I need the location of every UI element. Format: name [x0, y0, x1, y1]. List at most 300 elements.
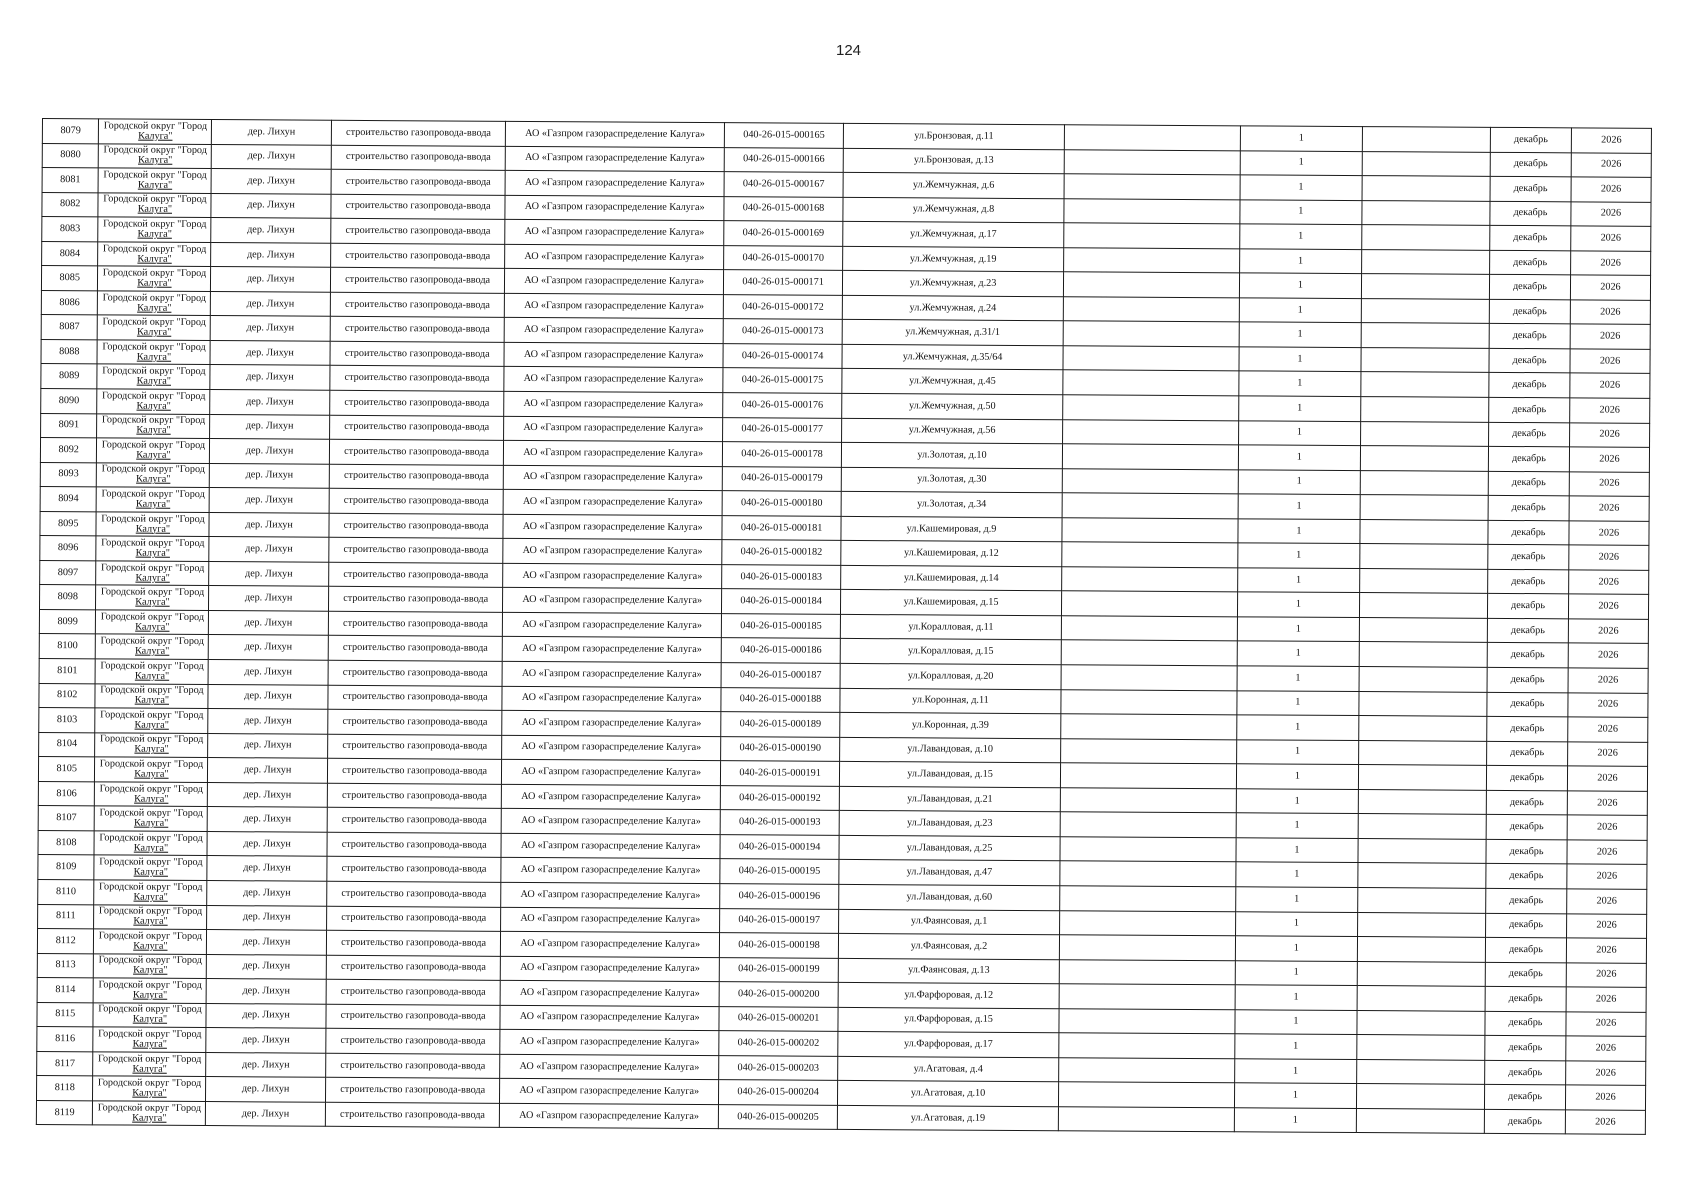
object-code-cell: 040-26-015-000191 [720, 761, 839, 786]
organization-cell: АО «Газпром газораспределение Калуга» [504, 342, 723, 368]
row-number-cell: 8119 [36, 1100, 93, 1125]
municipality-line-2: Калуга" [135, 547, 170, 559]
organization-cell: АО «Газпром газораспределение Калуга» [504, 391, 723, 417]
quantity-cell: 1 [1239, 298, 1362, 323]
row-number-cell: 8105 [38, 757, 95, 782]
empty-cell-cell [1357, 986, 1485, 1011]
organization-cell: АО «Газпром газораспределение Калуга» [506, 146, 725, 172]
organization-cell: АО «Газпром газораспределение Калуга» [501, 858, 720, 884]
empty-cell-cell [1064, 149, 1240, 175]
object-code-cell: 040-26-015-000205 [718, 1105, 837, 1130]
object-code-cell: 040-26-015-000179 [722, 466, 841, 491]
organization-cell: АО «Газпром газораспределение Калуга» [504, 416, 723, 442]
organization-cell: АО «Газпром газораспределение Калуга» [500, 1079, 719, 1105]
empty-cell-cell [1362, 200, 1490, 225]
locality-cell: дер. Лихун [207, 880, 326, 905]
locality-cell: дер. Лихун [209, 512, 328, 537]
empty-cell-cell [1062, 517, 1238, 543]
municipality-cell [99, 119, 212, 144]
quantity-cell: 1 [1237, 617, 1360, 642]
quantity-cell: 1 [1238, 420, 1361, 445]
object-code-cell: 040-26-015-000187 [721, 663, 840, 688]
year-cell: 2026 [1569, 447, 1649, 472]
row-number-cell: 8079 [42, 119, 99, 144]
quantity-cell: 1 [1235, 911, 1358, 936]
object-code-cell: 040-26-015-000182 [722, 540, 841, 565]
address-cell: ул.Лавандовая, д.10 [840, 737, 1061, 763]
empty-cell-cell [1064, 223, 1240, 249]
month-cell: декабрь [1485, 937, 1566, 962]
locality-cell: дер. Лихун [209, 561, 328, 586]
empty-cell-cell [1362, 274, 1490, 299]
work-type-cell: строительство газопровода-ввода [329, 439, 504, 465]
empty-cell-cell [1360, 568, 1488, 593]
year-cell: 2026 [1567, 864, 1647, 889]
empty-cell-cell [1362, 225, 1490, 250]
row-number-cell: 8087 [41, 315, 98, 340]
work-type-cell: строительство газопровода-ввода [327, 808, 502, 834]
month-cell: декабрь [1489, 275, 1570, 300]
municipality-line-2: Калуга" [137, 228, 172, 240]
empty-cell-cell [1061, 714, 1237, 740]
municipality-line-2: Калуга" [138, 130, 173, 142]
work-type-cell: строительство газопровода-ввода [329, 488, 504, 514]
empty-cell-cell [1059, 886, 1235, 912]
month-cell: декабрь [1489, 324, 1570, 349]
empty-cell-cell [1061, 689, 1237, 715]
work-type-cell: строительство газопровода-ввода [328, 611, 503, 637]
empty-cell-cell [1358, 838, 1486, 863]
organization-cell: АО «Газпром газораспределение Калуга» [503, 563, 722, 589]
organization-cell: АО «Газпром газораспределение Калуга» [502, 686, 721, 712]
locality-cell: дер. Лихун [206, 1052, 325, 1077]
work-type-cell: строительство газопровода-ввода [326, 881, 501, 907]
municipality-cell [95, 806, 208, 831]
address-cell: ул.Фарфоровая, д.17 [838, 1032, 1059, 1058]
object-code-cell: 040-26-015-000188 [721, 687, 840, 712]
empty-cell-cell [1357, 1010, 1485, 1035]
municipality-line-2: Калуга" [137, 277, 172, 289]
empty-cell-cell [1359, 667, 1487, 692]
municipality-line-2: Калуга" [132, 1014, 168, 1026]
municipality-line-2: Калуга" [135, 596, 170, 608]
locality-cell: дер. Лихун [207, 856, 326, 881]
empty-cell-cell [1358, 814, 1486, 839]
work-type-cell: строительство газопровода-ввода [328, 562, 503, 588]
year-cell: 2026 [1567, 913, 1647, 938]
municipality-cell [96, 512, 209, 537]
object-code-cell: 040-26-015-000170 [724, 245, 843, 270]
year-cell: 2026 [1568, 619, 1648, 644]
object-code-cell: 040-26-015-000180 [722, 491, 841, 516]
municipality-cell [93, 1101, 206, 1126]
work-type-cell: строительство газопровода-ввода [331, 120, 506, 146]
month-cell: декабрь [1484, 1109, 1565, 1134]
year-cell: 2026 [1567, 889, 1647, 914]
work-type-cell: строительство газопровода-ввода [329, 464, 504, 490]
quantity-cell: 1 [1239, 249, 1362, 274]
month-cell: декабрь [1485, 962, 1566, 987]
month-cell: декабрь [1486, 815, 1567, 840]
empty-cell-cell [1361, 347, 1489, 372]
year-cell: 2026 [1570, 422, 1650, 447]
month-cell: декабрь [1490, 152, 1571, 177]
empty-cell-cell [1064, 198, 1240, 224]
organization-cell: АО «Газпром газораспределение Калуга» [501, 907, 720, 933]
municipality-cell [93, 1052, 206, 1077]
municipality-line-1: Городской округ "Город [103, 144, 207, 157]
municipality-line-1: Городской округ "Город [102, 267, 207, 280]
object-code-cell: 040-26-015-000185 [721, 614, 840, 639]
year-cell: 2026 [1570, 324, 1650, 349]
locality-cell: дер. Лихун [207, 905, 326, 930]
quantity-cell: 1 [1239, 273, 1362, 298]
municipality-line-1: Городской округ "Город [99, 782, 204, 795]
month-cell: декабрь [1488, 471, 1569, 496]
year-cell: 2026 [1568, 717, 1648, 742]
quantity-cell: 1 [1235, 960, 1358, 985]
empty-cell-cell [1061, 665, 1237, 691]
municipality-line-2: Калуга" [134, 768, 169, 780]
address-cell: ул.Лавандовая, д.21 [840, 786, 1061, 812]
quantity-cell: 1 [1238, 445, 1361, 470]
empty-cell-cell [1063, 247, 1239, 273]
empty-cell-cell [1358, 912, 1486, 937]
quantity-cell: 1 [1237, 543, 1360, 568]
locality-cell: дер. Лихун [208, 660, 327, 685]
organization-cell: АО «Газпром газораспределение Калуга» [505, 293, 724, 319]
municipality-line-2: Калуга" [132, 1087, 167, 1099]
object-code-cell: 040-26-015-000194 [720, 835, 839, 860]
municipality-line-2: Калуга" [133, 964, 168, 977]
work-type-cell: строительство газопровода-ввода [329, 415, 504, 441]
municipality-cell [97, 487, 210, 512]
municipality-line-1: Городской округ "Город [100, 709, 204, 721]
month-cell: декабрь [1485, 1060, 1566, 1085]
municipality-line-1: Городской округ "Город [99, 733, 204, 746]
empty-cell-cell [1059, 1033, 1235, 1059]
quantity-cell: 1 [1240, 150, 1363, 175]
object-code-cell: 040-26-015-000178 [722, 442, 841, 467]
organization-cell: АО «Газпром газораспределение Калуга» [505, 318, 724, 344]
work-type-cell: строительство газопровода-ввода [327, 758, 502, 784]
empty-cell-cell [1063, 346, 1239, 372]
row-number-cell: 8113 [37, 953, 94, 978]
municipality-cell [94, 929, 207, 954]
work-type-cell: строительство газопровода-ввода [329, 390, 504, 416]
quantity-cell: 1 [1240, 126, 1363, 151]
row-number-cell: 8100 [39, 634, 96, 659]
empty-cell-cell [1061, 567, 1237, 593]
organization-cell: АО «Газпром газораспределение Калуга» [506, 170, 725, 196]
work-type-cell: строительство газопровода-ввода [330, 317, 505, 343]
municipality-line-1: Городской округ "Город [102, 316, 206, 329]
quantity-cell: 1 [1238, 519, 1361, 544]
month-cell: декабрь [1488, 520, 1569, 545]
year-cell: 2026 [1569, 496, 1649, 521]
address-cell: ул.Фаянсовая, д.1 [839, 909, 1060, 935]
organization-cell: АО «Газпром газораспределение Калуга» [503, 539, 722, 565]
empty-cell-cell [1362, 151, 1490, 176]
organization-cell: АО «Газпром газораспределение Калуга» [505, 269, 724, 295]
row-number-cell: 8092 [40, 438, 97, 463]
locality-cell: дер. Лихун [210, 463, 329, 488]
municipality-cell [94, 831, 207, 856]
municipality-line-2: Калуга" [136, 375, 172, 388]
empty-cell-cell [1361, 421, 1489, 446]
year-cell: 2026 [1570, 300, 1650, 325]
work-type-cell: строительство газопровода-ввода [325, 1053, 500, 1079]
municipality-cell [98, 315, 211, 340]
municipality-line-1: Городской округ "Город [98, 954, 202, 967]
work-type-cell: строительство газопровода-ввода [331, 145, 506, 171]
address-cell: ул.Жемчужная, д.50 [842, 393, 1063, 419]
work-type-cell: строительство газопровода-ввода [325, 1078, 500, 1104]
row-number-cell: 8104 [39, 732, 96, 757]
address-cell: ул.Коронная, д.11 [840, 688, 1061, 714]
year-cell: 2026 [1571, 128, 1651, 153]
municipality-line-2: Калуга" [132, 1063, 167, 1075]
municipality-line-2: Калуга" [135, 523, 171, 535]
empty-cell-cell [1059, 910, 1235, 936]
organization-cell: АО «Газпром газораспределение Калуга» [503, 612, 722, 638]
work-type-cell: строительство газопровода-ввода [327, 832, 502, 858]
quantity-cell: 1 [1236, 789, 1359, 814]
year-cell: 2026 [1566, 938, 1646, 963]
empty-cell-cell [1360, 544, 1488, 569]
month-cell: декабрь [1489, 348, 1570, 373]
municipality-line-2: Калуга" [136, 424, 171, 437]
municipality-line-1: Городской округ "Город [99, 758, 204, 770]
organization-cell: АО «Газпром газораспределение Калуга» [502, 809, 721, 835]
row-number-cell: 8096 [40, 536, 97, 561]
municipality-line-2: Калуга" [136, 351, 172, 363]
address-cell: ул.Кашемировая, д.15 [841, 590, 1062, 616]
empty-cell-cell [1362, 176, 1490, 201]
row-number-cell: 8112 [37, 929, 94, 954]
municipality-cell [97, 340, 210, 365]
locality-cell: дер. Лихун [208, 709, 327, 734]
year-cell: 2026 [1567, 791, 1647, 816]
address-cell: ул.Жемчужная, д.45 [842, 369, 1063, 395]
organization-cell: АО «Газпром газораспределение Калуга» [503, 661, 722, 687]
municipality-line-1: Городской округ "Город [99, 881, 203, 893]
object-code-cell: 040-26-015-000193 [720, 810, 839, 835]
address-cell: ул.Золотая, д.30 [841, 467, 1062, 493]
month-cell: декабрь [1487, 741, 1568, 766]
row-number-cell: 8082 [42, 192, 99, 217]
work-type-cell: строительство газопровода-ввода [328, 685, 503, 711]
quantity-cell: 1 [1239, 322, 1362, 347]
empty-cell-cell [1360, 519, 1488, 544]
locality-cell: дер. Лихун [211, 291, 330, 316]
municipality-cell [94, 953, 207, 978]
locality-cell: дер. Лихун [208, 782, 327, 807]
month-cell: декабрь [1486, 888, 1567, 913]
organization-cell: АО «Газпром газораспределение Калуга» [505, 195, 724, 221]
object-code-cell: 040-26-015-000169 [724, 221, 843, 246]
municipality-cell [99, 168, 212, 193]
work-type-cell: строительство газопровода-ввода [330, 366, 505, 392]
empty-cell-cell [1359, 716, 1487, 741]
year-cell: 2026 [1565, 1085, 1645, 1110]
locality-cell: дер. Лихун [211, 242, 330, 267]
locality-cell: дер. Лихун [207, 930, 326, 955]
work-type-cell: строительство газопровода-ввода [331, 194, 506, 220]
row-number-cell: 8107 [38, 806, 95, 831]
locality-cell: дер. Лихун [209, 537, 328, 562]
address-cell: ул.Фарфоровая, д.15 [838, 1007, 1059, 1033]
organization-cell: АО «Газпром газораспределение Калуга» [505, 220, 724, 246]
municipality-line-2: Калуга" [133, 866, 169, 878]
year-cell: 2026 [1571, 177, 1651, 202]
municipality-cell [95, 782, 208, 807]
locality-cell: дер. Лихун [207, 831, 326, 856]
empty-cell-cell [1356, 1108, 1484, 1133]
month-cell: декабрь [1490, 226, 1571, 251]
month-cell: декабрь [1486, 864, 1567, 889]
municipality-line-1: Городской округ "Город [103, 169, 207, 181]
quantity-cell: 1 [1238, 494, 1361, 519]
empty-cell-cell [1058, 1107, 1234, 1133]
municipality-cell [97, 438, 210, 463]
year-cell: 2026 [1568, 692, 1648, 717]
locality-cell: дер. Лихун [211, 218, 330, 243]
address-cell: ул.Фарфоровая, д.12 [838, 983, 1059, 1009]
municipality-line-2: Калуга" [137, 179, 173, 191]
year-cell: 2026 [1566, 1036, 1646, 1061]
row-number-cell: 8101 [39, 659, 96, 684]
municipality-cell [94, 978, 207, 1003]
row-number-cell: 8085 [41, 266, 98, 291]
locality-cell: дер. Лихун [207, 954, 326, 979]
empty-cell-cell [1059, 984, 1235, 1010]
year-cell: 2026 [1568, 742, 1648, 767]
quantity-cell: 1 [1236, 715, 1359, 740]
address-cell: ул.Кашемировая, д.14 [841, 565, 1062, 591]
municipality-line-2: Калуга" [133, 915, 168, 928]
quantity-cell: 1 [1236, 838, 1359, 863]
organization-cell: АО «Газпром газораспределение Калуга» [502, 710, 721, 736]
empty-cell-cell [1359, 617, 1487, 642]
work-type-cell: строительство газопровода-ввода [328, 660, 503, 686]
object-code-cell: 040-26-015-000203 [719, 1055, 838, 1080]
address-cell: ул.Бронзовая, д.11 [844, 123, 1065, 149]
quantity-cell: 1 [1235, 862, 1358, 887]
municipality-line-1: Городской округ "Город [100, 684, 204, 697]
quantity-cell: 1 [1235, 985, 1358, 1010]
work-type-cell: строительство газопровода-ввода [328, 636, 503, 662]
locality-cell: дер. Лихун [210, 414, 329, 439]
empty-cell-cell [1063, 297, 1239, 323]
month-cell: декабрь [1488, 446, 1569, 471]
address-cell: ул.Жемчужная, д.24 [843, 295, 1064, 321]
address-cell: ул.Коралловая, д.11 [841, 614, 1062, 640]
municipality-line-2: Калуга" [134, 793, 169, 805]
locality-cell: дер. Лихун [209, 635, 328, 660]
locality-cell: дер. Лихун [209, 586, 328, 611]
organization-cell: АО «Газпром газораспределение Калуга» [504, 367, 723, 393]
empty-cell-cell [1357, 1035, 1485, 1060]
row-number-cell: 8080 [42, 143, 99, 168]
municipality-line-2: Калуга" [134, 645, 170, 658]
locality-cell: дер. Лихун [211, 169, 330, 194]
row-number-cell: 8099 [39, 609, 96, 634]
quantity-cell: 1 [1237, 666, 1360, 691]
month-cell: декабрь [1487, 643, 1568, 668]
month-cell: декабрь [1490, 201, 1571, 226]
locality-cell: дер. Лихун [210, 365, 329, 390]
object-code-cell: 040-26-015-000167 [724, 172, 843, 197]
year-cell: 2026 [1571, 226, 1651, 251]
municipality-cell [98, 217, 211, 242]
empty-cell-cell [1060, 837, 1236, 863]
municipality-cell [94, 855, 207, 880]
object-code-cell: 040-26-015-000200 [719, 982, 838, 1007]
organization-cell: АО «Газпром газораспределение Калуга» [502, 760, 721, 786]
work-type-cell: строительство газопровода-ввода [331, 169, 506, 195]
empty-cell-cell [1357, 1059, 1485, 1084]
empty-cell-cell [1362, 249, 1490, 274]
locality-cell: дер. Лихун [209, 610, 328, 635]
empty-cell-cell [1061, 616, 1237, 642]
month-cell: декабрь [1485, 986, 1566, 1011]
municipality-cell [93, 1003, 206, 1028]
address-cell: ул.Жемчужная, д.19 [843, 246, 1064, 272]
row-number-cell: 8118 [36, 1076, 93, 1101]
municipality-cell [97, 389, 210, 414]
month-cell: декабрь [1486, 790, 1567, 815]
month-cell: декабрь [1485, 1011, 1566, 1036]
municipality-line-2: Калуга" [132, 989, 168, 1001]
quantity-cell: 1 [1239, 347, 1362, 372]
year-cell: 2026 [1570, 275, 1650, 300]
object-code-cell: 040-26-015-000184 [721, 589, 840, 614]
year-cell: 2026 [1568, 643, 1648, 668]
empty-cell-cell [1358, 888, 1486, 913]
organization-cell: АО «Газпром газораспределение Калуга» [501, 956, 720, 982]
quantity-cell: 1 [1237, 641, 1360, 666]
municipality-line-2: Калуга" [133, 940, 168, 952]
municipality-cell [96, 536, 209, 561]
municipality-line-1: Городской округ "Город [97, 1077, 202, 1090]
object-code-cell: 040-26-015-000177 [722, 417, 841, 442]
address-cell: ул.Агатовая, д.4 [838, 1056, 1059, 1082]
object-code-cell: 040-26-015-000165 [724, 123, 843, 148]
empty-cell-cell [1357, 961, 1485, 986]
address-cell: ул.Золотая, д.10 [842, 443, 1063, 469]
municipality-line-2: Калуга" [135, 572, 170, 584]
address-cell: ул.Коралловая, д.15 [840, 639, 1061, 665]
municipality-line-1: Городской округ "Город [103, 120, 208, 132]
work-type-cell: строительство газопровода-ввода [326, 906, 501, 932]
municipality-line-2: Калуга" [133, 891, 168, 903]
quantity-cell: 1 [1239, 199, 1362, 224]
row-number-cell: 8109 [38, 855, 95, 880]
locality-cell: дер. Лихун [208, 758, 327, 783]
object-code-cell: 040-26-015-000198 [719, 933, 838, 958]
month-cell: декабрь [1490, 127, 1571, 152]
organization-cell: АО «Газпром газораспределение Калуга» [501, 833, 720, 859]
year-cell: 2026 [1567, 840, 1647, 865]
empty-cell-cell [1360, 593, 1488, 618]
row-number-cell: 8084 [42, 241, 99, 266]
quantity-cell: 1 [1235, 1009, 1358, 1034]
locality-cell: дер. Лихун [208, 684, 327, 709]
month-cell: декабрь [1489, 373, 1570, 398]
organization-cell: АО «Газпром газораспределение Калуга» [504, 490, 723, 516]
object-code-cell: 040-26-015-000175 [723, 368, 842, 393]
